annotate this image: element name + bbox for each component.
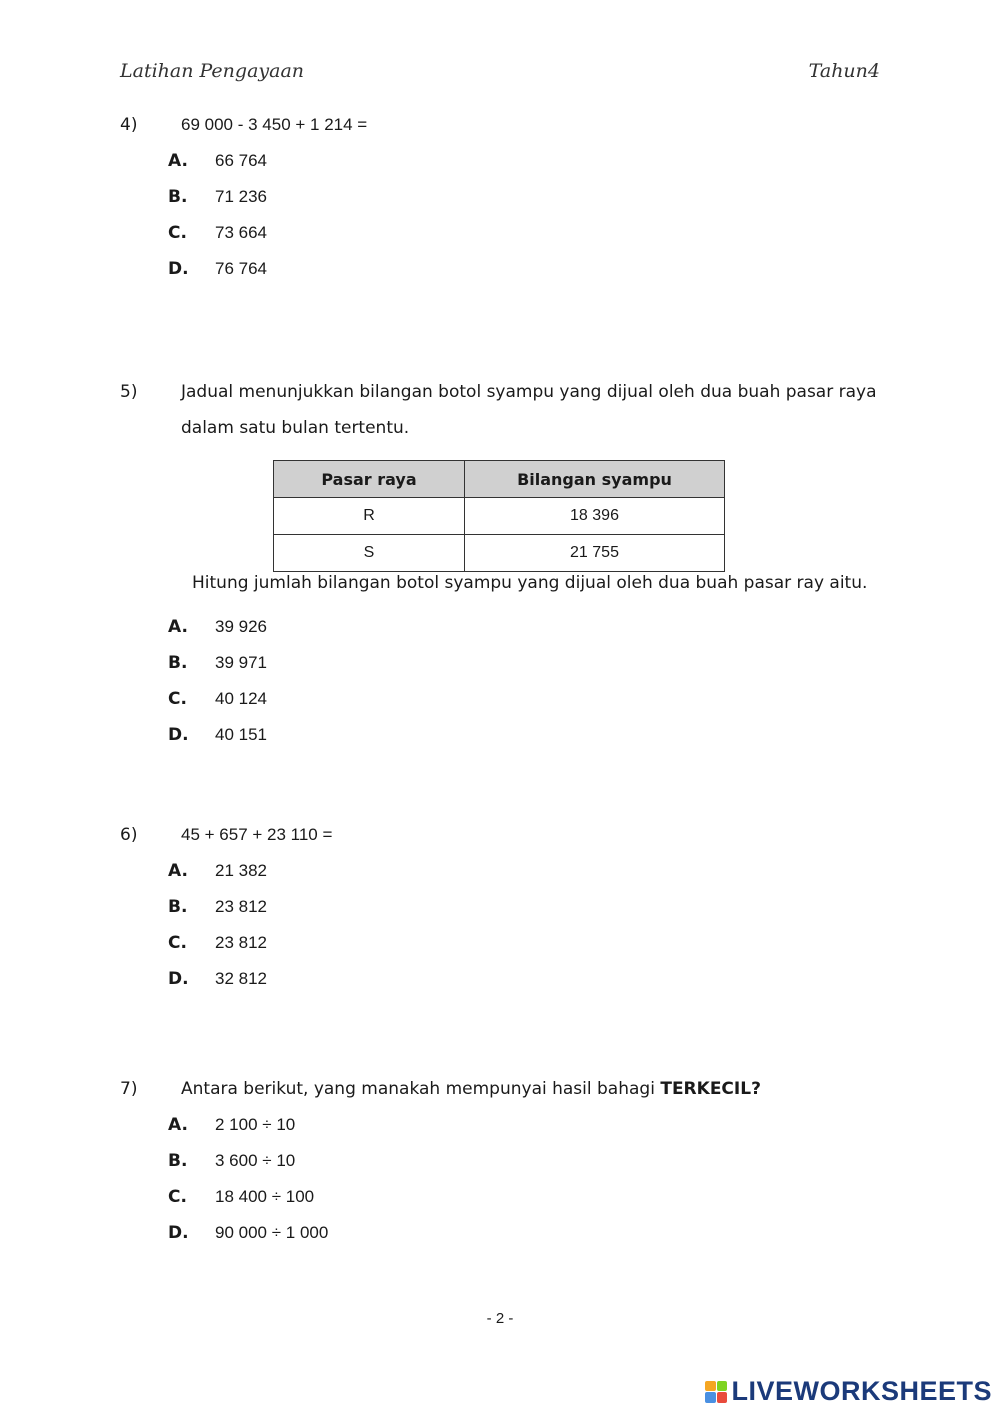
- header-right-title: Tahun4: [808, 60, 880, 82]
- option-value: 40 124: [215, 689, 267, 708]
- option-label: B.: [168, 653, 188, 673]
- option-value: 39 971: [215, 653, 267, 672]
- table-header: Pasar raya: [274, 461, 465, 498]
- question-7: [120, 1079, 890, 1259]
- question-number: 6): [120, 825, 138, 845]
- question-5: [120, 382, 890, 454]
- option-label: D.: [168, 725, 189, 745]
- option-label: C.: [168, 1187, 187, 1207]
- question-text: Jadual menunjukkan bilangan botol syampu yang dijual oleh dua buah pasar raya: [181, 382, 877, 402]
- option-value: 90 000 ÷ 1 000: [215, 1223, 329, 1242]
- liveworksheets-brand[interactable]: [705, 1376, 992, 1407]
- question-expression: 45 + 657 + 23 110 =: [181, 825, 333, 844]
- question-emphasis: TERKECIL?: [660, 1079, 761, 1099]
- option-label: C.: [168, 689, 187, 709]
- option-a[interactable]: [120, 1115, 890, 1151]
- liveworksheets-logo-icon: [705, 1381, 727, 1403]
- option-c[interactable]: [120, 689, 890, 725]
- option-value: 73 664: [215, 223, 267, 242]
- question-5-options: [120, 617, 890, 761]
- option-d[interactable]: [120, 969, 890, 1005]
- option-a[interactable]: [120, 151, 890, 187]
- option-label: B.: [168, 187, 188, 207]
- option-value: 23 812: [215, 897, 267, 916]
- table-row: [274, 535, 725, 572]
- option-d[interactable]: [120, 1223, 890, 1259]
- option-value: 3 600 ÷ 10: [215, 1151, 296, 1170]
- option-label: A.: [168, 617, 188, 637]
- option-label: D.: [168, 969, 189, 989]
- option-label: A.: [168, 1115, 188, 1135]
- table-cell: S: [274, 535, 465, 572]
- option-label: A.: [168, 151, 188, 171]
- option-value: 18 400 ÷ 100: [215, 1187, 315, 1206]
- brand-text: LIVEWORKSHEETS: [731, 1376, 992, 1406]
- option-label: C.: [168, 223, 187, 243]
- option-d[interactable]: [120, 725, 890, 761]
- option-b[interactable]: [120, 187, 890, 223]
- option-c[interactable]: [120, 1187, 890, 1223]
- table-cell: R: [274, 498, 465, 535]
- page-number: - 2 -: [486, 1310, 514, 1327]
- question-number: 4): [120, 115, 138, 135]
- option-value: 23 812: [215, 933, 267, 952]
- option-label: C.: [168, 933, 187, 953]
- question-number: 7): [120, 1079, 138, 1099]
- option-b[interactable]: [120, 897, 890, 933]
- question-expression: 69 000 - 3 450 + 1 214 =: [181, 115, 368, 134]
- option-value: 76 764: [215, 259, 267, 278]
- table-cell: 21 755: [465, 535, 725, 572]
- option-label: D.: [168, 259, 189, 279]
- question-5-ask: Hitung jumlah bilangan botol syampu yang dijual oleh dua buah pasar ray aitu.: [192, 573, 868, 593]
- option-value: 71 236: [215, 187, 267, 206]
- option-d[interactable]: [120, 259, 890, 295]
- question-4: [120, 115, 890, 295]
- option-value: 39 926: [215, 617, 267, 636]
- option-value: 66 764: [215, 151, 267, 170]
- option-value: 2 100 ÷ 10: [215, 1115, 296, 1134]
- option-c[interactable]: [120, 933, 890, 969]
- shampoo-table: [273, 460, 725, 572]
- option-value: 32 812: [215, 969, 267, 988]
- table-header: Bilangan syampu: [465, 461, 725, 498]
- question-text: Antara berikut, yang manakah mempunyai hasil bahagi: [181, 1079, 661, 1099]
- option-label: A.: [168, 861, 188, 881]
- question-6: [120, 825, 890, 1005]
- option-b[interactable]: [120, 1151, 890, 1187]
- header-left-title: Latihan Pengayaan: [120, 60, 305, 82]
- option-a[interactable]: [120, 617, 890, 653]
- option-label: B.: [168, 897, 188, 917]
- option-a[interactable]: [120, 861, 890, 897]
- question-number: 5): [120, 382, 138, 402]
- option-value: 40 151: [215, 725, 267, 744]
- table-cell: 18 396: [465, 498, 725, 535]
- option-label: D.: [168, 1223, 189, 1243]
- option-b[interactable]: [120, 653, 890, 689]
- option-value: 21 382: [215, 861, 267, 880]
- option-label: B.: [168, 1151, 188, 1171]
- question-text-continued: dalam satu bulan tertentu.: [181, 418, 410, 438]
- table-row: [274, 498, 725, 535]
- option-c[interactable]: [120, 223, 890, 259]
